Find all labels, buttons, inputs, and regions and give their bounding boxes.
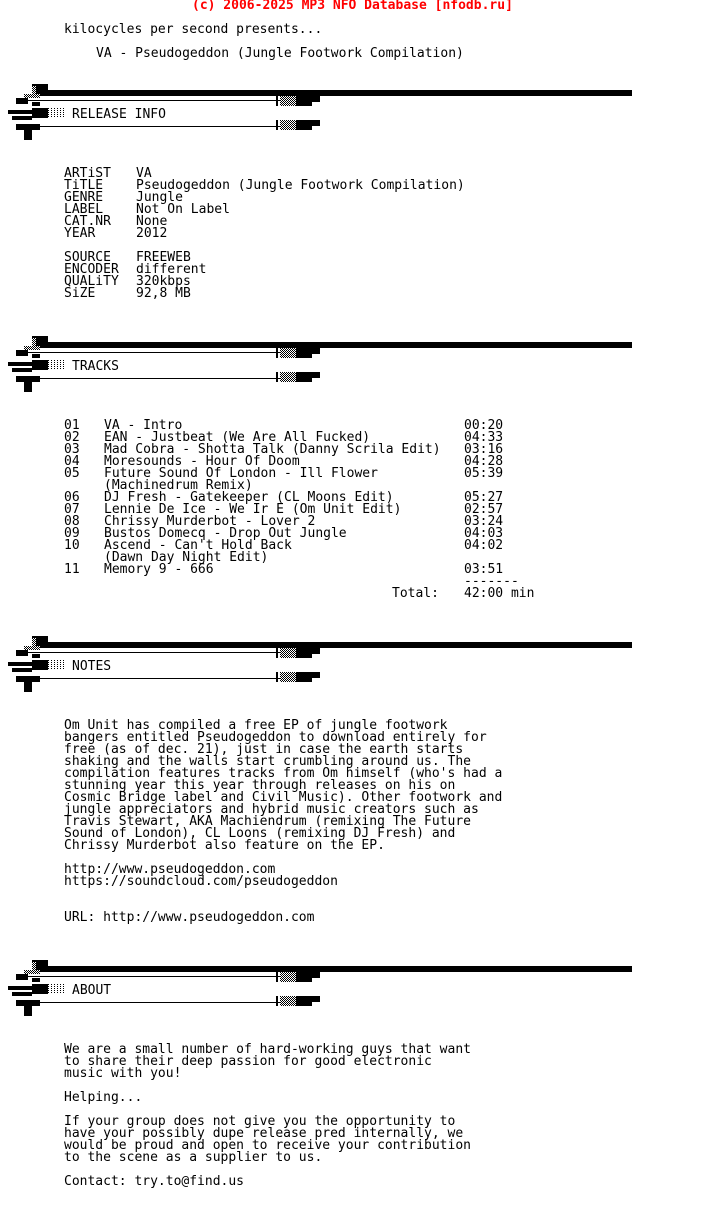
track-time: 04:33: [464, 430, 504, 445]
track-title: Ascend - Can't Hold Back: [104, 538, 292, 553]
track-number: 10: [64, 538, 80, 553]
info-value: different: [136, 262, 207, 277]
track-title: EAN - Justbeat (We Are All Fucked): [104, 430, 371, 445]
track-time: 03:51: [464, 562, 504, 577]
track-title: Bustos Domecq - Drop Out Jungle: [104, 526, 347, 541]
section-title-notes: NOTES: [72, 659, 112, 674]
info-value: FREEWEB: [136, 250, 191, 265]
notes-line: jungle appreciators and hybrid music creators such as: [64, 802, 479, 817]
total-separator: -------: [464, 574, 519, 589]
track-number: 02: [64, 430, 80, 445]
notes-line: stunning year this year through releases on his on: [64, 778, 456, 793]
track-title: Future Sound Of London - Ill Flower: [104, 466, 378, 481]
track-number: 11: [64, 562, 80, 577]
track-title: (Machinedrum Remix): [104, 478, 253, 493]
info-key: SiZE: [64, 286, 96, 301]
notes-line: compilation features tracks from Om himself (who's had a: [64, 766, 503, 781]
track-time: 04:02: [464, 538, 504, 553]
track-time: 05:39: [464, 466, 504, 481]
info-value: Not On Label: [136, 202, 230, 217]
info-value: 320kbps: [136, 274, 191, 289]
notes-line: bangers entitled Pseudogeddon to download entirely for: [64, 730, 487, 745]
copyright-line: (c) 2006-2025 MP3 NFO Database [nfodb.ru]: [192, 0, 513, 13]
about-line: music with you!: [64, 1066, 182, 1081]
about-line: have your possibly dupe release pred internally, we: [64, 1126, 464, 1141]
track-time: 05:27: [464, 490, 504, 505]
total-label: Total:: [392, 586, 439, 601]
about-helping: Helping...: [64, 1090, 143, 1105]
info-key: SOURCE: [64, 250, 111, 265]
about-line: to the scene as a supplier to us.: [64, 1150, 323, 1165]
notes-line: free (as of dec. 21), just in case the earth starts: [64, 742, 464, 757]
presents-line: kilocycles per second presents...: [64, 22, 323, 37]
track-title: Lennie De Ice - We Ir E (Om Unit Edit): [104, 502, 402, 517]
track-title: Memory 9 - 666: [104, 562, 214, 577]
about-line: to share their deep passion for good electronic: [64, 1054, 432, 1069]
info-value: 92,8 MB: [136, 286, 191, 301]
notes-line: Sound of London), CL Loons (remixing DJ Fresh) and: [64, 826, 456, 841]
track-title: (Dawn Day Night Edit): [104, 550, 269, 565]
release-title: VA - Pseudogeddon (Jungle Footwork Compilation): [96, 46, 464, 61]
track-number: 07: [64, 502, 80, 517]
track-title: VA - Intro: [104, 418, 183, 433]
notes-line: Om Unit has compiled a free EP of jungle footwork: [64, 718, 448, 733]
notes-line: Cosmic Bridge label and Civil Music). Other footwork and: [64, 790, 503, 805]
track-time: 00:20: [464, 418, 504, 433]
section-title-release-info: RELEASE INFO: [72, 107, 166, 122]
info-key: LABEL: [64, 202, 104, 217]
info-value: Pseudogeddon (Jungle Footwork Compilation): [136, 178, 465, 193]
info-value: None: [136, 214, 168, 229]
notes-link-soundcloud[interactable]: https://soundcloud.com/pseudogeddon: [64, 874, 338, 889]
notes-line: Travis Stewart, AKA Machiendrum (remixing The Future: [64, 814, 471, 829]
track-number: 01: [64, 418, 80, 433]
track-title: Chrissy Murderbot - Lover 2: [104, 514, 316, 529]
track-title: Mad Cobra - Shotta Talk (Danny Scrila Edit): [104, 442, 441, 457]
info-key: QUALiTY: [64, 274, 119, 289]
track-number: 08: [64, 514, 80, 529]
track-time: 03:24: [464, 514, 504, 529]
track-title: Moresounds - Hour Of Doom: [104, 454, 300, 469]
notes-line: Chrissy Murderbot also feature on the EP.: [64, 838, 385, 853]
track-number: 04: [64, 454, 80, 469]
info-value: VA: [136, 166, 152, 181]
track-time: 04:03: [464, 526, 504, 541]
about-contact[interactable]: Contact: try.to@find.us: [64, 1174, 245, 1189]
track-time: 02:57: [464, 502, 504, 517]
tracks-banner: [0, 336, 640, 392]
info-key: YEAR: [64, 226, 96, 241]
notes-line: shaking and the walls start crumbling around us. The: [64, 754, 471, 769]
track-title: DJ Fresh - Gatekeeper (CL Moons Edit): [104, 490, 394, 505]
track-time: 04:28: [464, 454, 504, 469]
about-line: We are a small number of hard-working guys that want: [64, 1042, 471, 1057]
track-number: 05: [64, 466, 80, 481]
info-key: GENRE: [64, 190, 104, 205]
info-value: 2012: [136, 226, 168, 241]
info-value: Jungle: [136, 190, 183, 205]
track-number: 09: [64, 526, 80, 541]
track-number: 06: [64, 490, 80, 505]
about-banner: [0, 960, 640, 1016]
section-title-tracks: TRACKS: [72, 359, 119, 374]
notes-banner: [0, 636, 640, 692]
track-number: 03: [64, 442, 80, 457]
about-line: If your group does not give you the opportunity to: [64, 1114, 456, 1129]
info-key: TiTLE: [64, 178, 104, 193]
section-title-about: ABOUT: [72, 983, 112, 998]
total-value: 42:00 min: [464, 586, 535, 601]
info-key: CAT.NR: [64, 214, 111, 229]
notes-link-website[interactable]: http://www.pseudogeddon.com: [64, 862, 276, 877]
about-line: would be proud and open to receive your contribution: [64, 1138, 471, 1153]
info-key: ENCODER: [64, 262, 119, 277]
info-key: ARTiST: [64, 166, 111, 181]
release-info-banner: [0, 84, 640, 140]
notes-url-line[interactable]: URL: http://www.pseudogeddon.com: [64, 910, 315, 925]
track-time: 03:16: [464, 442, 504, 457]
